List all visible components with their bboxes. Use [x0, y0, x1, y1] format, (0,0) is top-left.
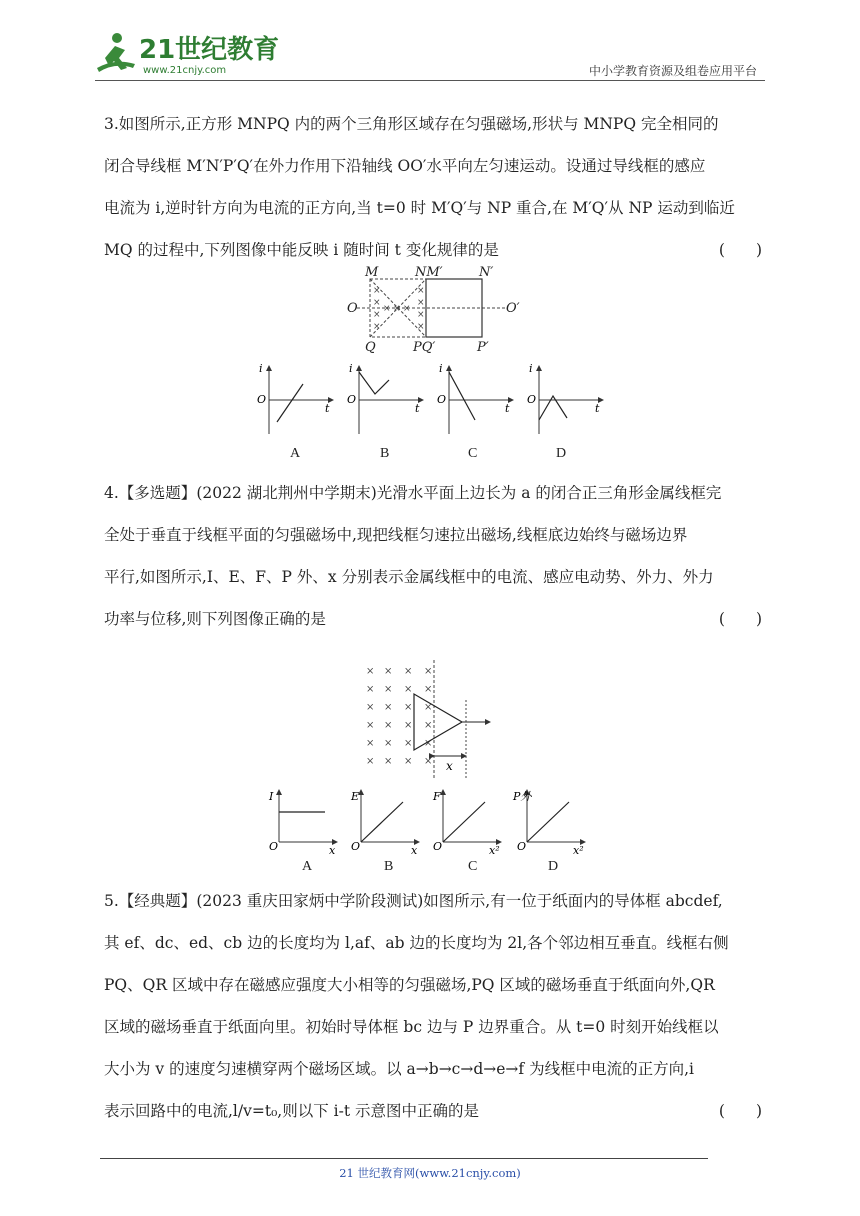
page-header: [95, 28, 765, 80]
footer-divider: [100, 1158, 708, 1159]
q4-diagram: [362, 660, 512, 778]
svg-text:O: O: [433, 840, 443, 853]
q3-line-1: 3.如图所示,正方形 MNPQ 内的两个三角形区域存在匀强磁场,形状与 MNPQ 完全相同的: [104, 115, 719, 133]
svg-text:O: O: [527, 393, 537, 406]
svg-text:×: ×: [424, 702, 433, 713]
site-logo: [95, 28, 280, 78]
q3-diagram: [345, 265, 525, 357]
svg-text:i: i: [349, 362, 353, 375]
header-divider: [95, 80, 765, 81]
label-N-prime: N′: [479, 265, 494, 280]
svg-text:×: ×: [424, 738, 433, 749]
q5-line-2: 其 ef、dc、ed、cb 边的长度均为 l,af、ab 边的长度均为 2l,各个邻边相互垂直。线框右侧: [104, 934, 729, 952]
svg-text:F: F: [433, 790, 441, 803]
q4-graph-c: [432, 790, 501, 857]
svg-text:×: ×: [404, 756, 413, 767]
svg-text:×: ×: [404, 684, 413, 695]
svg-text:x: x: [411, 844, 418, 857]
svg-text:×: ×: [404, 738, 413, 749]
svg-text:×: ×: [417, 310, 425, 320]
svg-text:i: i: [259, 362, 263, 375]
svg-text:×: ×: [366, 756, 375, 767]
page-footer: 21 世纪教育网(www.21cnjy.com): [339, 1166, 521, 1180]
q4-line-1: 4.【多选题】(2022 湖北荆州中学期末)光滑水平面上边长为 a 的闭合正三角形金属线框完: [104, 484, 722, 502]
svg-text:O: O: [257, 393, 267, 406]
header-slogan: 中小学教育资源及组卷应用平台: [588, 64, 757, 78]
label-Q: Q: [365, 340, 376, 355]
q3-graph-b: [347, 362, 423, 434]
svg-text:O: O: [347, 393, 357, 406]
label-M: M: [365, 265, 379, 280]
svg-text:×: ×: [403, 304, 411, 314]
q3-line-2: 闭合导线框 M′N′P′Q′在外力作用下沿轴线 OO′水平向左匀速运动。设通过导线框的感应: [104, 157, 706, 175]
answer-bracket: ( ): [718, 610, 762, 628]
svg-text:×: ×: [366, 684, 375, 695]
svg-text:×: ×: [404, 702, 413, 713]
q3-option-b-label: B: [380, 446, 390, 461]
q5-line-3: PQ、QR 区域中存在磁感应强度大小相等的匀强磁场,PQ 区域的磁场垂直于纸面向外,QR: [104, 976, 715, 994]
svg-text:t: t: [415, 402, 420, 415]
q4-option-b-label: B: [384, 859, 394, 874]
svg-text:×: ×: [383, 304, 391, 314]
svg-text:×: ×: [393, 304, 401, 314]
svg-text:O: O: [517, 840, 527, 853]
q3-line-3: 电流为 i,逆时针方向为电流的正方向,当 t=0 时 M′Q′与 NP 重合,在 M′Q′从 NP 运动到临近: [104, 199, 735, 217]
svg-text:E: E: [351, 790, 360, 803]
svg-text:×: ×: [384, 720, 393, 731]
svg-text:×: ×: [404, 666, 413, 677]
label-PQ: PQ′: [413, 340, 436, 355]
svg-text:i: i: [529, 362, 533, 375]
svg-text:x: x: [329, 844, 336, 857]
svg-text:×: ×: [373, 310, 381, 320]
svg-text:t: t: [505, 402, 510, 415]
q4-option-d-label: D: [548, 859, 559, 874]
svg-text:21世纪教育: 21世纪教育: [139, 35, 280, 65]
q4-graph-d: [512, 790, 585, 857]
svg-text:×: ×: [384, 702, 393, 713]
svg-text:×: ×: [384, 684, 393, 695]
q4-line-4: 功率与位移,则下列图像正确的是 ( ): [104, 598, 762, 640]
q5-line-4: 区域的磁场垂直于纸面向里。初始时导体框 bc 边与 P 边界重合。从 t=0 时刻开始线框以: [104, 1018, 719, 1036]
svg-text:×: ×: [424, 666, 433, 677]
q4-option-graphs: [265, 788, 595, 856]
svg-text:×: ×: [384, 756, 393, 767]
q4-graph-b: [350, 790, 419, 857]
svg-text:×: ×: [373, 298, 381, 308]
q5-line-6: 表示回路中的电流,l/v=t₀,则以下 i-t 示意图中正确的是 ( ): [104, 1090, 762, 1132]
label-O-prime: O′: [506, 301, 520, 316]
label-P-prime: P′: [477, 340, 489, 355]
label-O: O: [347, 301, 358, 316]
q3-option-a-label: A: [290, 446, 301, 461]
svg-text:t: t: [325, 402, 330, 415]
svg-text:×: ×: [373, 286, 381, 296]
svg-text:×: ×: [384, 666, 393, 677]
svg-text:i: i: [439, 362, 443, 375]
svg-text:×: ×: [384, 738, 393, 749]
svg-text:×: ×: [366, 720, 375, 731]
question-4: [104, 472, 762, 640]
svg-text:×: ×: [424, 756, 433, 767]
svg-text:I: I: [269, 790, 274, 803]
question-3: [104, 103, 762, 271]
svg-text:x: x: [446, 759, 453, 773]
svg-text:O: O: [269, 840, 279, 853]
svg-text:x²: x²: [573, 844, 584, 857]
svg-text:×: ×: [366, 702, 375, 713]
svg-text:www.21cnjy.com: www.21cnjy.com: [143, 65, 227, 76]
q4-option-c-label: C: [468, 859, 478, 874]
q5-line-1: 5.【经典题】(2023 重庆田家炳中学阶段测试)如图所示,有一位于纸面内的导体框 abcdef,: [104, 892, 723, 910]
svg-text:t: t: [595, 402, 600, 415]
q3-line-4: MQ 的过程中,下列图像中能反映 i 随时间 t 变化规律的是 ( ): [104, 229, 762, 271]
svg-text:×: ×: [417, 322, 425, 332]
answer-bracket: ( ): [718, 1102, 762, 1120]
svg-text:×: ×: [366, 666, 375, 677]
svg-text:×: ×: [424, 720, 433, 731]
svg-text:×: ×: [366, 738, 375, 749]
question-5: [104, 880, 762, 1132]
q4-line-2: 全处于垂直于线框平面的匀强磁场中,现把线框匀速拉出磁场,线框底边始终与磁场边界: [104, 526, 688, 544]
label-NM: NM′: [415, 265, 443, 280]
q4-line-3: 平行,如图所示,I、E、F、P 外、x 分别表示金属线框中的电流、感应电动势、外力、外力: [104, 568, 714, 586]
answer-bracket: ( ): [718, 241, 762, 259]
q3-option-c-label: C: [468, 446, 478, 461]
q4-graph-a: [268, 790, 337, 857]
svg-text:x²: x²: [489, 844, 500, 857]
q5-line-5: 大小为 v 的速度匀速横穿两个磁场区域。以 a→b→c→d→e→f 为线框中电流的正方向,i: [104, 1060, 694, 1078]
svg-text:P外: P外: [513, 790, 532, 803]
svg-text:×: ×: [424, 684, 433, 695]
svg-text:×: ×: [373, 322, 381, 332]
svg-text:×: ×: [404, 720, 413, 731]
q3-graph-c: [437, 362, 513, 434]
q3-option-graphs: [255, 362, 615, 440]
q4-option-a-label: A: [302, 859, 313, 874]
q3-option-d-label: D: [556, 446, 567, 461]
q3-graph-d: [527, 362, 603, 434]
svg-text:O: O: [437, 393, 447, 406]
svg-text:O: O: [351, 840, 361, 853]
svg-text:×: ×: [417, 286, 425, 296]
svg-text:×: ×: [417, 298, 425, 308]
q3-graph-a: [257, 362, 333, 434]
